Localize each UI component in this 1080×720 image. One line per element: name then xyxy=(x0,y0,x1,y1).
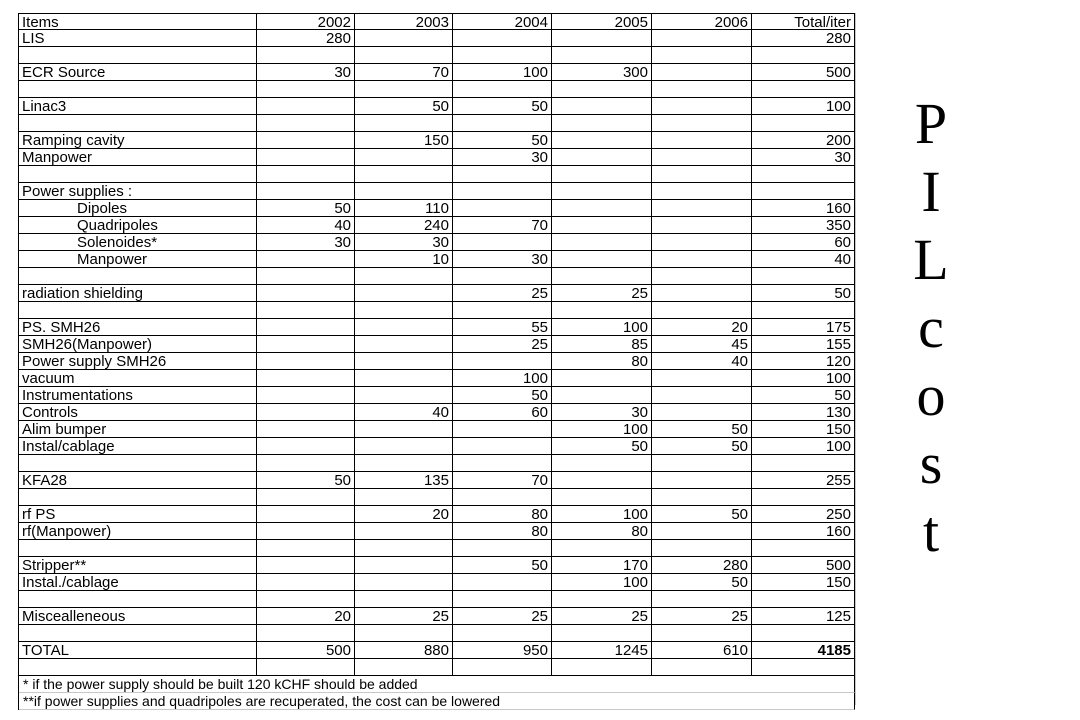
row-value: 130 xyxy=(752,404,855,421)
row-value xyxy=(453,489,552,506)
row-value: 25 xyxy=(652,608,752,625)
row-value xyxy=(355,353,453,370)
row-value xyxy=(257,506,355,523)
row-value xyxy=(552,370,652,387)
row-value: 170 xyxy=(552,557,652,574)
row-value: 100 xyxy=(752,438,855,455)
row-value xyxy=(257,183,355,200)
row-value xyxy=(652,234,752,251)
row-value xyxy=(453,200,552,217)
row-value: 150 xyxy=(355,132,453,149)
row-value: 25 xyxy=(355,608,453,625)
row-value: 500 xyxy=(257,642,355,659)
row-value xyxy=(552,217,652,234)
row-value: 50 xyxy=(652,506,752,523)
row-value: 100 xyxy=(552,319,652,336)
row-value xyxy=(257,438,355,455)
row-value xyxy=(652,30,752,47)
row-value xyxy=(257,166,355,183)
row-value: 500 xyxy=(752,557,855,574)
sheet-right-edge xyxy=(855,13,856,705)
row-label: KFA28 xyxy=(19,472,257,489)
row-value xyxy=(752,659,855,676)
row-value: 25 xyxy=(552,608,652,625)
row-value xyxy=(355,47,453,64)
row-value: 30 xyxy=(552,404,652,421)
row-value xyxy=(752,302,855,319)
row-value xyxy=(453,540,552,557)
side-title-letter: L xyxy=(913,227,949,292)
row-label: rf(Manpower) xyxy=(19,523,257,540)
row-value xyxy=(257,285,355,302)
row-value: 30 xyxy=(453,149,552,166)
row-value: 60 xyxy=(453,404,552,421)
row-value xyxy=(453,166,552,183)
row-label xyxy=(19,540,257,557)
row-label: Instal/cablage xyxy=(19,438,257,455)
row-label xyxy=(19,302,257,319)
row-value xyxy=(355,421,453,438)
row-value xyxy=(257,455,355,472)
row-value xyxy=(652,455,752,472)
cost-table xyxy=(18,13,855,710)
row-value xyxy=(552,98,652,115)
row-value: 110 xyxy=(355,200,453,217)
row-value xyxy=(652,64,752,81)
row-value: 500 xyxy=(752,64,855,81)
row-value: 200 xyxy=(752,132,855,149)
row-value xyxy=(453,268,552,285)
row-label: SMH26(Manpower) xyxy=(19,336,257,353)
row-value xyxy=(552,251,652,268)
row-value: 30 xyxy=(257,64,355,81)
row-label: Controls xyxy=(19,404,257,421)
side-title-letter: t xyxy=(922,499,940,564)
row-value xyxy=(652,149,752,166)
row-label: Stripper** xyxy=(19,557,257,574)
row-value: 60 xyxy=(752,234,855,251)
row-label xyxy=(19,489,257,506)
row-value: 80 xyxy=(552,353,652,370)
row-value: 50 xyxy=(355,98,453,115)
row-value: 250 xyxy=(752,506,855,523)
row-value: 50 xyxy=(652,574,752,591)
row-value: 100 xyxy=(752,370,855,387)
row-value xyxy=(752,591,855,608)
row-value xyxy=(752,455,855,472)
row-value xyxy=(752,81,855,98)
row-value: 50 xyxy=(752,387,855,404)
row-value: 80 xyxy=(453,506,552,523)
row-value xyxy=(652,302,752,319)
row-value: 160 xyxy=(752,523,855,540)
row-value: 610 xyxy=(652,642,752,659)
row-value xyxy=(552,625,652,642)
row-value xyxy=(355,455,453,472)
row-value xyxy=(355,523,453,540)
row-value xyxy=(355,625,453,642)
row-value xyxy=(355,319,453,336)
row-value: 280 xyxy=(257,30,355,47)
row-label: PS. SMH26 xyxy=(19,319,257,336)
row-value xyxy=(552,302,652,319)
row-value: 100 xyxy=(552,421,652,438)
row-value xyxy=(355,302,453,319)
row-value: 280 xyxy=(752,30,855,47)
row-value xyxy=(257,421,355,438)
row-value: 30 xyxy=(752,149,855,166)
row-value xyxy=(257,659,355,676)
row-value xyxy=(257,47,355,64)
row-value xyxy=(257,557,355,574)
row-value: 40 xyxy=(752,251,855,268)
row-value: 20 xyxy=(257,608,355,625)
row-value: 40 xyxy=(652,353,752,370)
row-value xyxy=(355,659,453,676)
row-value xyxy=(552,81,652,98)
row-value xyxy=(453,625,552,642)
row-value xyxy=(652,387,752,404)
row-value xyxy=(752,489,855,506)
row-value xyxy=(652,217,752,234)
row-label: Dipoles xyxy=(19,200,257,217)
row-label: ECR Source xyxy=(19,64,257,81)
row-value: 25 xyxy=(453,336,552,353)
row-value xyxy=(652,540,752,557)
row-value xyxy=(355,370,453,387)
row-value xyxy=(355,438,453,455)
row-value: 70 xyxy=(453,472,552,489)
row-value xyxy=(752,625,855,642)
row-value xyxy=(552,30,652,47)
row-value xyxy=(257,115,355,132)
row-value: 50 xyxy=(453,98,552,115)
row-value xyxy=(652,200,752,217)
row-value: 70 xyxy=(453,217,552,234)
row-value xyxy=(752,268,855,285)
side-title-letter: o xyxy=(916,363,946,428)
row-value xyxy=(257,302,355,319)
row-value xyxy=(257,625,355,642)
row-value xyxy=(453,115,552,132)
row-value: 25 xyxy=(453,285,552,302)
header-col-1: 2002 xyxy=(257,13,355,30)
row-value: 40 xyxy=(355,404,453,421)
row-value xyxy=(552,47,652,64)
row-label: TOTAL xyxy=(19,642,257,659)
row-value xyxy=(552,166,652,183)
row-value xyxy=(355,591,453,608)
row-value xyxy=(552,132,652,149)
row-value xyxy=(257,251,355,268)
row-value: 160 xyxy=(752,200,855,217)
row-label: Alim bumper xyxy=(19,421,257,438)
row-value xyxy=(552,268,652,285)
row-value xyxy=(552,149,652,166)
row-label xyxy=(19,166,257,183)
row-value xyxy=(652,81,752,98)
row-value xyxy=(257,132,355,149)
row-value xyxy=(453,659,552,676)
row-value xyxy=(453,455,552,472)
row-value xyxy=(552,591,652,608)
row-value: 120 xyxy=(752,353,855,370)
row-value xyxy=(652,47,752,64)
row-value xyxy=(752,540,855,557)
row-value: 20 xyxy=(355,506,453,523)
row-value: 950 xyxy=(453,642,552,659)
row-value: 300 xyxy=(552,64,652,81)
row-value xyxy=(552,489,652,506)
row-value: 50 xyxy=(257,200,355,217)
row-value xyxy=(257,574,355,591)
row-value xyxy=(355,540,453,557)
row-value xyxy=(453,591,552,608)
row-value: 50 xyxy=(652,421,752,438)
row-value: 175 xyxy=(752,319,855,336)
row-value xyxy=(652,268,752,285)
row-value: 1245 xyxy=(552,642,652,659)
row-label: Manpower xyxy=(19,149,257,166)
row-label: Instrumentations xyxy=(19,387,257,404)
row-label xyxy=(19,625,257,642)
row-value: 30 xyxy=(355,234,453,251)
row-label: Power supply SMH26 xyxy=(19,353,257,370)
row-value xyxy=(552,183,652,200)
row-value xyxy=(652,523,752,540)
row-value xyxy=(453,438,552,455)
row-value xyxy=(355,30,453,47)
row-label: rf PS xyxy=(19,506,257,523)
row-value: 20 xyxy=(652,319,752,336)
row-value: 100 xyxy=(453,370,552,387)
row-label xyxy=(19,591,257,608)
row-value: 80 xyxy=(453,523,552,540)
row-label: radiation shielding xyxy=(19,285,257,302)
row-value: 70 xyxy=(355,64,453,81)
row-value: 100 xyxy=(752,98,855,115)
row-value xyxy=(257,98,355,115)
row-label: Power supplies : xyxy=(19,183,257,200)
row-label xyxy=(19,115,257,132)
row-value xyxy=(453,30,552,47)
row-value xyxy=(355,81,453,98)
row-value xyxy=(355,557,453,574)
side-title xyxy=(900,90,962,566)
row-value: 100 xyxy=(552,506,652,523)
row-value: 50 xyxy=(453,387,552,404)
row-value: 150 xyxy=(752,574,855,591)
row-label: LIS xyxy=(19,30,257,47)
row-value xyxy=(355,183,453,200)
row-value xyxy=(257,336,355,353)
row-value xyxy=(652,404,752,421)
row-label: Linac3 xyxy=(19,98,257,115)
row-value xyxy=(257,268,355,285)
row-value xyxy=(453,302,552,319)
row-label: Instal./cablage xyxy=(19,574,257,591)
row-label: vacuum xyxy=(19,370,257,387)
row-value xyxy=(652,166,752,183)
row-value xyxy=(652,472,752,489)
row-value: 50 xyxy=(652,438,752,455)
row-value xyxy=(652,625,752,642)
row-value: 50 xyxy=(453,132,552,149)
row-value xyxy=(453,81,552,98)
row-value xyxy=(355,489,453,506)
row-value xyxy=(552,472,652,489)
row-value xyxy=(257,353,355,370)
row-value xyxy=(257,319,355,336)
row-value xyxy=(652,115,752,132)
row-value xyxy=(552,387,652,404)
row-value xyxy=(355,149,453,166)
row-label xyxy=(19,659,257,676)
row-value xyxy=(355,268,453,285)
row-value: 10 xyxy=(355,251,453,268)
header-col-2: 2003 xyxy=(355,13,453,30)
row-value: 350 xyxy=(752,217,855,234)
side-title-letter: s xyxy=(919,431,943,496)
row-value: 50 xyxy=(453,557,552,574)
row-value xyxy=(257,370,355,387)
row-value: 100 xyxy=(453,64,552,81)
header-col-4: 2005 xyxy=(552,13,652,30)
row-value xyxy=(552,115,652,132)
row-value xyxy=(355,574,453,591)
row-value xyxy=(652,183,752,200)
row-value: 255 xyxy=(752,472,855,489)
row-value: 45 xyxy=(652,336,752,353)
row-value: 50 xyxy=(257,472,355,489)
row-value: 150 xyxy=(752,421,855,438)
row-value: 55 xyxy=(453,319,552,336)
row-label xyxy=(19,47,257,64)
row-value xyxy=(355,166,453,183)
row-value: 240 xyxy=(355,217,453,234)
row-label xyxy=(19,455,257,472)
row-value xyxy=(652,591,752,608)
row-value xyxy=(355,336,453,353)
row-value: 880 xyxy=(355,642,453,659)
row-value xyxy=(453,421,552,438)
row-value: 125 xyxy=(752,608,855,625)
row-value xyxy=(652,285,752,302)
row-value: 30 xyxy=(257,234,355,251)
row-value xyxy=(652,489,752,506)
row-value xyxy=(552,455,652,472)
header-items: Items xyxy=(19,13,257,30)
row-value: 80 xyxy=(552,523,652,540)
row-value xyxy=(552,540,652,557)
row-value xyxy=(652,659,752,676)
footnote: **if power supplies and quadripoles are recuperated, the cost can be lowered xyxy=(19,693,855,710)
row-value xyxy=(453,47,552,64)
row-value xyxy=(552,659,652,676)
row-label: Manpower xyxy=(19,251,257,268)
row-value: 280 xyxy=(652,557,752,574)
row-value xyxy=(552,200,652,217)
row-value: 50 xyxy=(752,285,855,302)
side-title-letter: I xyxy=(921,159,941,224)
row-value xyxy=(752,115,855,132)
footnote: * if the power supply should be built 120 kCHF should be added xyxy=(19,676,855,693)
header-col-5: 2006 xyxy=(652,13,752,30)
row-value: 135 xyxy=(355,472,453,489)
row-value: 25 xyxy=(453,608,552,625)
row-value xyxy=(453,183,552,200)
row-value xyxy=(453,353,552,370)
row-value xyxy=(355,387,453,404)
header-col-6: Total/iter xyxy=(752,13,855,30)
row-label xyxy=(19,81,257,98)
row-value: 155 xyxy=(752,336,855,353)
row-label: Miscealleneous xyxy=(19,608,257,625)
side-title-letter: P xyxy=(914,91,948,156)
row-value: 4185 xyxy=(752,642,855,659)
row-value xyxy=(752,183,855,200)
row-label xyxy=(19,268,257,285)
row-value xyxy=(257,81,355,98)
row-label: Solenoides* xyxy=(19,234,257,251)
row-value xyxy=(752,166,855,183)
row-label: Quadripoles xyxy=(19,217,257,234)
row-value xyxy=(257,387,355,404)
row-value: 25 xyxy=(552,285,652,302)
row-value xyxy=(257,489,355,506)
row-value: 40 xyxy=(257,217,355,234)
row-value xyxy=(652,370,752,387)
row-value xyxy=(453,234,552,251)
row-value xyxy=(453,574,552,591)
side-title-letter: c xyxy=(918,295,944,360)
row-value xyxy=(257,149,355,166)
row-value: 50 xyxy=(552,438,652,455)
header-col-3: 2004 xyxy=(453,13,552,30)
row-value: 30 xyxy=(453,251,552,268)
row-value xyxy=(355,115,453,132)
row-value xyxy=(652,251,752,268)
row-value xyxy=(257,540,355,557)
row-value xyxy=(355,285,453,302)
row-value xyxy=(257,404,355,421)
row-value xyxy=(652,98,752,115)
row-value xyxy=(257,591,355,608)
row-value xyxy=(552,234,652,251)
row-value: 100 xyxy=(552,574,652,591)
row-value xyxy=(752,47,855,64)
row-value xyxy=(257,523,355,540)
row-value xyxy=(652,132,752,149)
row-label: Ramping cavity xyxy=(19,132,257,149)
row-value: 85 xyxy=(552,336,652,353)
